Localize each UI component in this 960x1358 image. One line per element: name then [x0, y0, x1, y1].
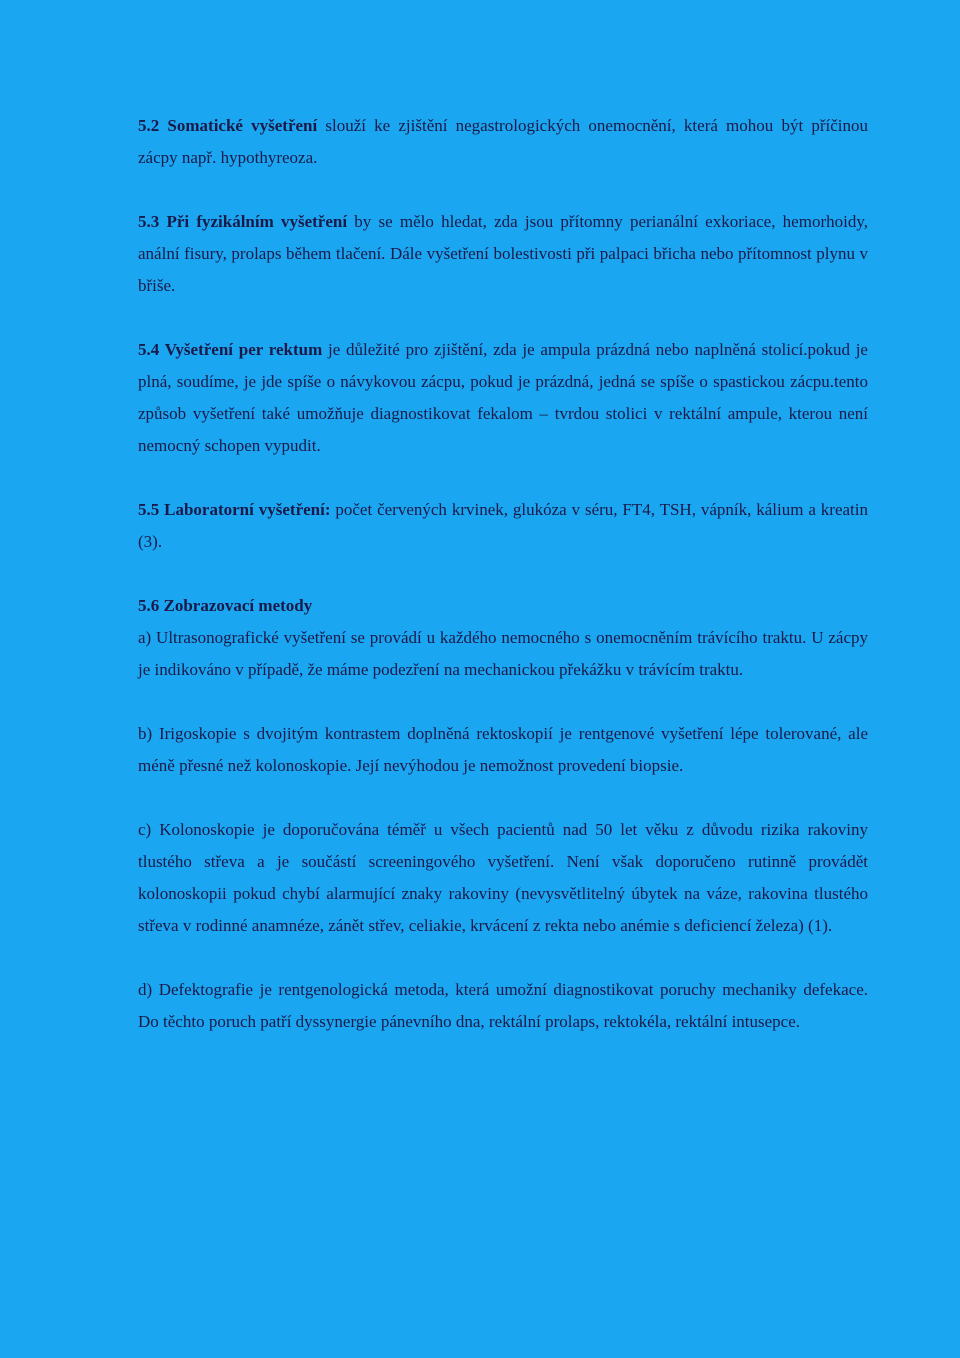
section-5-5 [138, 494, 868, 558]
section-5-2 [138, 110, 868, 174]
section-text: je důležité pro zjištění, zda je ampula prázdná nebo naplněná stolicí.pokud je plná, soudíme, je jde spíše o návykovou zácpu, pokud je prázdná, jedná se spíše o spastickou zácpu.tento způsob vyšetření také umožňuje diagnostikovat fekalom – tvrdou stolici v rektální ampule, kterou není nemocný schopen vypudit. [138, 340, 868, 455]
list-item-c: c) Kolonoskopie je doporučována téměř u všech pacientů nad 50 let věku z důvodu rizika rakoviny tlustého střeva a je součástí screeningového vyšetření. Není však doporučeno rutinně provádět kolonoskopii pokud chybí alarmující znaky rakoviny (nevysvětlitelný úbytek na váze, rakovina tlustého střeva v rodinné anamnéze, zánět střev, celiakie, krvácení z rekta nebo anémie s deficiencí železa) (1). [138, 820, 868, 935]
list-item-a: a) Ultrasonografické vyšetření se provádí u každého nemocného s onemocněním trávícího traktu. U zácpy je indikováno v případě, že máme podezření na mechanickou překážku v trávícím traktu. [138, 628, 868, 679]
section-heading: 5.4 Vyšetření per rektum [138, 340, 323, 359]
section-heading: 5.2 Somatické vyšetření [138, 116, 318, 135]
section-heading: 5.3 Při fyzikálním vyšetření [138, 212, 348, 231]
section-heading: 5.5 Laboratorní vyšetření: [138, 500, 331, 519]
section-5-3 [138, 206, 868, 302]
document-page [138, 110, 868, 1070]
section-text: počet červených krvinek, glukóza v séru, FT4, TSH, vápník, kálium a kreatin (3). [138, 500, 868, 551]
list-item-d: d) Defektografie je rentgenologická metoda, která umožní diagnostikovat poruchy mechaniky defekace. Do těchto poruch patří dyssynergie pánevního dna, rektální prolaps, rektokéla, rektální intusepce. [138, 980, 868, 1031]
section-5-6-heading: 5.6 Zobrazovací metody [138, 596, 313, 615]
section-5-4 [138, 334, 868, 462]
list-item-b: b) Irigoskopie s dvojitým kontrastem doplněná rektoskopií je rentgenové vyšetření lépe tolerované, ale méně přesné než kolonoskopie. Její nevýhodou je nemožnost provedení biopsie. [138, 724, 868, 775]
section-text: slouží ke zjištění negastrologických onemocnění, která mohou být příčinou zácpy např. hypothyreoza. [138, 116, 868, 167]
section-text: by se mělo hledat, zda jsou přítomny perianální exkoriace, hemorhoidy, anální fisury, prolaps během tlačení. Dále vyšetření bolestivosti při palpaci břicha nebo přítomnost plynu v břiše. [138, 212, 868, 295]
